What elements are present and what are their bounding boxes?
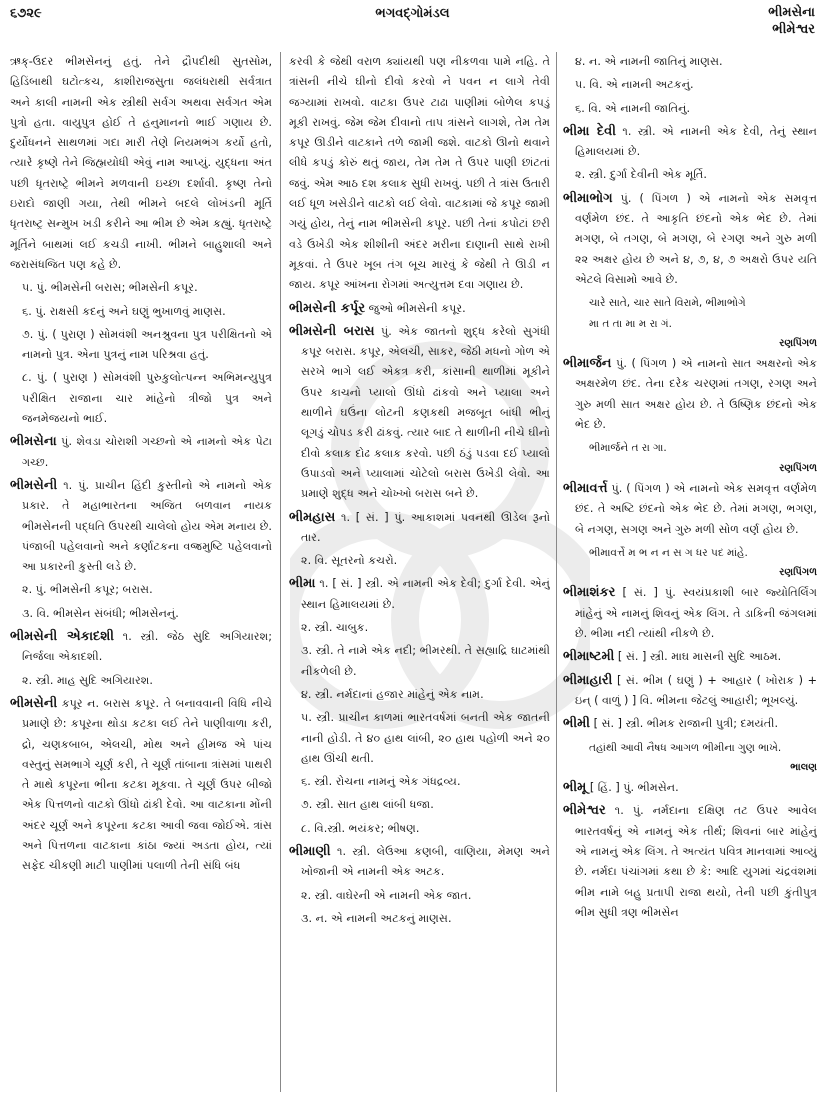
headword: ભીમૂ — [563, 780, 587, 796]
headword: ભીમાષ્ટમી — [563, 649, 615, 665]
sense: ૩. ન. એ નામની અટકનું માણસ. — [301, 911, 452, 925]
definition: ૧. [ સં. ] સ્ત્રી. એ નામની એક દેવી; દુર્ગા દેવી. એનું સ્થાન હિમાલયમાં છે. — [301, 577, 550, 611]
sense: ૬. વિ. એ નામની જાતિનું. — [575, 101, 691, 115]
verse-line: મા ત તા મા મ રા ગં. — [589, 317, 672, 330]
definition: કપૂર ન. બરાસ કપૂર. તે બનાવવાની વિધિ નીચે પ્રમાણે છે: કપૂરના થોડા કટકા લઈ તેને પાણીવાળા કરી, દ્રો, ચણકબાબ, એલચી, મોથ અને હીમજ એ પાંચ વસ્તુનું સમભાગે ચૂર્ણ કરી, તે ચૂર્ણ તાંબાના ત્રાંસમાં પાથરી તે માથે કપૂરના ભીના કટકા મૂકવા. તે ચૂર્ણ ઉપર બીજો એક પિત્તળનો વાટકો ઊંધો ઢાંકી દેવો. આ વાટકાના મોંની અંદર ચૂર્ણ અને કપૂરના કટકા આવી જવા જોઈએ. ત્રાંસ અને પિત્તળના વાટકાના કાંઠા જ્યાં અડતા હોય, ત્યાં સફેદ ચીકણી માટી પાણીમાં પલાળી તેની સંધિ બંધ — [22, 696, 272, 873]
sense: ૨. સ્ત્રી. વાઘેરની એ નામની એક જાત. — [301, 888, 472, 902]
headword: ભીમસેની એકાદશી — [10, 629, 115, 645]
column-divider — [556, 52, 557, 1092]
headword: ભીમા — [289, 576, 316, 592]
dictionary-entry — [563, 801, 817, 923]
definition: પું. એક જાતનો શુદ્ધ કરેલો સુગંધી કપૂર બરાસ. કપૂર, એલચી, સાકર, જેઠી મધનો ગોળ એ સરખે ભાગે લઈ એકત્ર કરી, કાંસાની થાળીમાં મૂકીને ઉપર કાચનો પ્યાલો ઊંધો ઢાંકવો અને પ્યાલા અને થાળીને ઘઉંના લોટની કણકથી મજબૂત બાંધી ભીનું લૂગડું ચોપડ કરી ઢાંકવું. ત્યાર બાદ તે થાળીની નીચે ઘીનો દીવો કલાક દોઢ કલાક કરવો. પછી ઠંડું પડવા દઈ પ્યાલો ઉપાડવો અને પ્યાલામાં ચોટેલો બરાસ ઉખેડી લેવો. આ પ્રમાણે શુદ્ધ અને ચોખ્ખો બરાસ બને છે. — [301, 324, 550, 501]
sense: ૭. સ્ત્રી. સાત હાથ લાંબી ધજા. — [301, 798, 434, 812]
source-citation: રણપિંગળ — [779, 462, 817, 474]
sense: ૩. વિ. ભીમસેન સંબંધી; ભીમસેનનું. — [22, 606, 179, 620]
verse-line: ભીમાર્જને ત રા ગા. — [589, 442, 667, 455]
headword: ભીમાહારી — [563, 672, 613, 688]
definition: ૧. સ્ત્રી. જેઠ સુદિ અગિયારશ; નિર્જલા એકાદશી. — [22, 630, 272, 664]
sense: ૮. વિ.સ્ત્રી. ભયંકર; ભીષણ. — [301, 821, 420, 835]
guide-word-last: ભીમેશ્વર — [772, 22, 815, 37]
verse-quote — [563, 293, 817, 334]
definition: [ સં. ] પું. સ્વયંપ્રકાશી બાર જ્યોતિર્લિંગ માંહેનું એ નામનું શિવનું એક લિંગ. તે ડાકિની જંગલમાં છે. ભીમા નદી ત્યાંથી નીકળે છે. — [575, 586, 817, 641]
continued-text: ઋક્-ઉદર ભીમસેનનું હતું. તેને દ્રૌપદીથી સુતસોમ, હિડિંબાથી ઘટોત્કચ, કાશીરાજસુતા જલંધરાથી સર્વત્રાત અને કાલી નામની એક સ્ત્રીથી સર્વગ અથવા સર્વગત એમ પુત્રો હતા. વાયુપુત્ર હોઈ તે હનુમાનનો ભાઈ ગણાય છે. દુર્યોધનને સાથળમાં ગદા મારી તેણે નિયમભંગ કર્યો હતો, ત્યારે કૃષ્ણે તેને જિહ્મયોધી એવું નામ આપ્યું. યુદ્ધના અંત પછી ધૃતરાષ્ટ્રે ભીમને મળવાની ઇચ્છા દર્શાવી. કૃષ્ણ તેનો ઇરાદો જાણી ગયા, તેથી ભીમને બદલે લોખંડની મૂર્તિ ધૃતરાષ્ટ્ર સન્મુખ ખડી કરીને આ ભીમ છે એમ કહ્યું. ધૃતરાષ્ટ્રે મૂર્તિને બાથમાં લઈ કચડી નાખી. ભીમને બાહુશાલી અને જરાસંધજિત પણ કહે છે. — [10, 55, 272, 271]
definition: [ હિં. ] પું. ભીમસેન. — [586, 781, 679, 795]
dictionary-entry — [563, 583, 817, 644]
headword: ભીમસેની — [10, 477, 58, 493]
column-1 — [10, 52, 272, 1098]
dictionary-entry — [10, 694, 272, 877]
sense: ૫. પું. ભીમસેની બરાસ; ભીમસેની કપૂર. — [22, 281, 198, 295]
source-citation: ભાલણ — [790, 761, 817, 773]
column-3 — [563, 52, 817, 1098]
definition: ૧. સ્ત્રી. એ નામની એક દેવી, તેનું સ્થાન હિમાલયમાં છે. — [575, 124, 817, 159]
column-divider — [280, 52, 281, 1092]
sense: ૨. પું. ભીમસેની કપૂર; બરાસ. — [22, 583, 153, 597]
sense: ૨. સ્ત્રી. દુર્ગા દેવીની એક મૂર્તિ. — [575, 168, 707, 182]
sense: ૨. વિ. સૂતરનો કચરો. — [301, 554, 398, 568]
headword: ભીમેશ્વર — [563, 803, 606, 819]
sense: ૪. સ્ત્રી. નર્મદાનાં હજાર માંહેનું એક નામ. — [301, 687, 484, 701]
headword: ભીમાણી — [289, 843, 331, 859]
sense: ૨. સ્ત્રી. ચાબુક. — [301, 621, 369, 635]
verse-line: તહાંથી આવી નૈષધ આગળ ભીમીના ગુણ ભાખે. — [589, 741, 782, 754]
dictionary-entry — [563, 122, 817, 163]
dictionary-entry — [289, 299, 550, 319]
sense: ૩. સ્ત્રી. તે નામે એક નદી; ભીમરથી. તે સહ્યાદ્રિ ઘાટમાંથી નીકળેલી છે. — [301, 644, 550, 678]
sense: ૨. સ્ત્રી. માહ સુદિ અગિયારશ. — [22, 673, 153, 687]
dictionary-entry — [289, 322, 550, 505]
headword: ભીમહાસ — [289, 509, 336, 525]
guide-word-first: ભીમસેના — [768, 5, 815, 20]
page-number: ૬૭૨૯ — [10, 6, 42, 21]
dictionary-entry — [289, 842, 550, 883]
definition: પું. ( પિંગળ ) એ નામનો એક સમવૃત્ત વર્ણમેળ છંદ. તે અષ્ટિ છંદનો એક ભેદ છે. તેમાં મગણ, ભગણ, બે નગણ, સગણ અને ગુરુ મળી સોળ વર્ણ હોય છે. — [575, 481, 817, 536]
definition: [ સં. ] સ્ત્રી. ભીમક રાજાની પુત્રી; દમયંતી. — [590, 717, 779, 731]
dictionary-entry — [10, 627, 272, 668]
dictionary-entry — [563, 671, 817, 712]
verse-quote — [563, 543, 817, 563]
definition: [ સં. ] સ્ત્રી. માઘ માસની સુદિ આઠમ. — [614, 650, 782, 664]
headword: ભીમાભોગ — [563, 190, 613, 206]
dictionary-entry — [563, 354, 817, 435]
sense: ૫. વિ. એ નામની અટકનું. — [575, 78, 694, 92]
headword: ભીમસેની બરાસ — [289, 323, 375, 339]
definition: [ સં. ભીમ ( ઘણું ) + આહાર ( ખોરાક ) + ઇન્ ( વાળું ) ] વિ. ભીમના જેટલું આહારી; ભૂખલ્યું. — [575, 673, 817, 707]
dictionary-entry — [10, 476, 272, 577]
headword: ભીમાર્જન — [563, 356, 612, 372]
running-title: ભગવદ્ગોમંડલ — [375, 6, 450, 21]
column-2 — [289, 52, 550, 1098]
headword: ભીમસેની — [10, 695, 58, 711]
source-citation: રણપિંગળ — [779, 337, 817, 349]
headword: ભીમા દેવી — [563, 123, 616, 139]
verse-quote — [563, 438, 817, 479]
verse-line: ચારે સાતે, ચાર સાતે વિરામે, ભીમાભોગે — [589, 297, 746, 310]
dictionary-entry — [563, 714, 817, 734]
definition: ૧. [ સં. ] પું. આકાશમાં પવનથી ઊડેલ રૂનો તાર. — [301, 510, 550, 544]
definition: પું. ( પિંગળ ) એ નામનો સાત અક્ષરનો એક અક્ષરમેળ છંદ. તેના દરેક ચરણમાં તગણ, રગણ અને ગુરુ મળી સાત અક્ષર હોય છે. તે ઉષ્ણિક છંદનો એક ભેદ છે. — [575, 357, 817, 432]
sense: ૪. ન. એ નામની જાતિનું માણસ. — [575, 55, 723, 68]
guide-words — [768, 4, 815, 38]
page-header — [0, 0, 825, 50]
dictionary-entry — [10, 432, 272, 473]
continued-text: કરવી કે જેથી વરાળ ક્યાંયથી પણ નીકળવા પામે નહિ. તે ત્રાંસની નીચે ઘીનો દીવો કરવો ને પવન ન લાગે તેવી જગ્યામાં રાખવો. વાટકા ઉપર ટાઢા પાણીમાં બોળેલ કપડું મૂકી રાખવું. જેમ જેમ દીવાનો તાપ ત્રાંસને લાગશે, તેમ તેમ કપૂર ઊડીને વાટકાને તળે જામી જશે. વાટકો ઊનો થવાને લીધે કપડું કોરું થતું જાય, તેમ તેમ તે ઉપર પાણી છાંટતાં જવું. એમ આઠ દશ કલાક સુધી રાખવું. પછી તે ત્રાંસ ઉતારી લઈ ધૂળ ખસેડીને વાટકો લઈ લેવો. વાટકામાં જે કપૂર જામી ગયું હોય, તેનું નામ ભીમસેની કપૂર. પછી તેનાં કપોટાં છરી વડે ઉખેડી એક શીશીની અંદર મરીના દાણાની સાથે રાખી મૂકવાં. તે ઉપર ખૂબ તંગ બૂચ મારવું કે જેથી તે ઊડી ન જાય. કપૂર આંખના રોગમાં અત્યુત્તમ દવા ગણાય છે. — [289, 55, 550, 292]
sense: ૫. સ્ત્રી. પ્રાચીન કાળમાં ભારતવર્ષમાં બનતી એક જાતની નાની હોડી. તે ૪૦ હાથ લાંબી, ૨૦ હાથ પહોળી અને ૨૦ હાથ ઊંચી થતી. — [301, 711, 550, 765]
sense: ૭. પું. ( પુરાણ ) સોમવંશી અનશ્રુવના પુત્ર પરીક્ષિતનો એ નામનો પુત્ર. એના પુત્રનું નામ પરિશ્રવા હતું. — [22, 327, 272, 362]
dictionary-entry — [563, 647, 817, 667]
source-citation: રણપિંગળ — [779, 567, 817, 579]
sense: ૬. પું. રાક્ષસી કદનું અને ઘણું ભુખાળવું માણસ. — [22, 304, 226, 318]
definition: ૧. સ્ત્રી. લેઉઆ કણબી, વાણિયા, મેમણ અને ખોજાની એ નામની એક અટક. — [301, 844, 550, 879]
definition: પું. શેવડા ચોરાશી ગચ્છનો એ નામનો એક પેટા ગચ્છ. — [22, 435, 272, 469]
definition: જુઓ ભીમસેની કપૂર. — [365, 301, 466, 315]
dictionary-entry — [289, 508, 550, 549]
dictionary-entry — [563, 778, 817, 798]
headword: ભીમસેની કર્પૂર — [289, 300, 366, 316]
dictionary-entry — [563, 479, 817, 540]
headword: ભીમસેના — [10, 434, 57, 450]
headword: ભીમી — [563, 716, 591, 732]
verse-line: ભીમાવર્ત્તે મ ભ ન ન સ ગ ધર પદ માંહે. — [589, 546, 748, 559]
definition: પું. ( પિંગળ ) એ નામનો એક સમવૃત્ત વર્ણમેળ છંદ. તે આકૃતિ છંદનો એક ભેદ છે. તેમાં મગણ, બે તગણ, બે મગણ, બે રગણ અને ગુરુ મળી ૨૨ અક્ષર હોય છે અને ૪, ૭, ૪, ૭ અક્ષરો ઉપર યતિ એટલે વિસામો આવે છે. — [575, 191, 817, 286]
verse-quote — [563, 738, 817, 758]
definition: ૧. પું. પ્રાચીન હિંદી કુસ્તીનો એ નામનો એક પ્રકાર. તે મહાભારતના અજિત બળવાન નાયક ભીમસેનની પદ્ધતિ ઉપરથી ચાલેલો હોય એમ મનાય છે. પંજાબી પહેલવાનો અને કર્ણાટકના વજ્રમુષ્ટિ પહેલવાનો આ પ્રકારની કુસ્તી લડે છે. — [22, 478, 272, 574]
headword: ભીમાશંકર — [563, 585, 616, 601]
definition: ૧. પું. નર્મદાના દક્ષિણ તટ ઉપર આવેલ ભારતવર્ષનું એ નામનું એક તીર્થ; શિવનાં બાર માંહેનું એ નામનું એક લિંગ. તે અત્યંત પવિત્ર માનવામાં આવ્યું છે. નર્મદા પંચાંગમાં કથા છે કે: આદિ યુગમાં ચંદ્રવંશમાં ભીમ નામે બહુ પ્રતાપી રાજા થયો, તેની પછી કુંતીપુત્ર ભીમ સુધી ત્રણ ભીમસેન — [575, 804, 817, 919]
sense: ૬. સ્ત્રી. રોચના નામનું એક ગંધદ્રવ્ય. — [301, 775, 461, 789]
sense: ૮. પું. ( પુરાણ ) સોમવંશી પુરુકુલોત્પન્ન અભિમન્યુપુત્ર પરીક્ષિત રાજાના ચાર માંહેનો ત્રીજો પુત્ર અને જનમેજયનો ભાઈ. — [22, 371, 272, 426]
headword: ભીમાવર્ત્ત — [563, 480, 608, 496]
dictionary-entry — [563, 189, 817, 290]
dictionary-entry — [289, 574, 550, 615]
